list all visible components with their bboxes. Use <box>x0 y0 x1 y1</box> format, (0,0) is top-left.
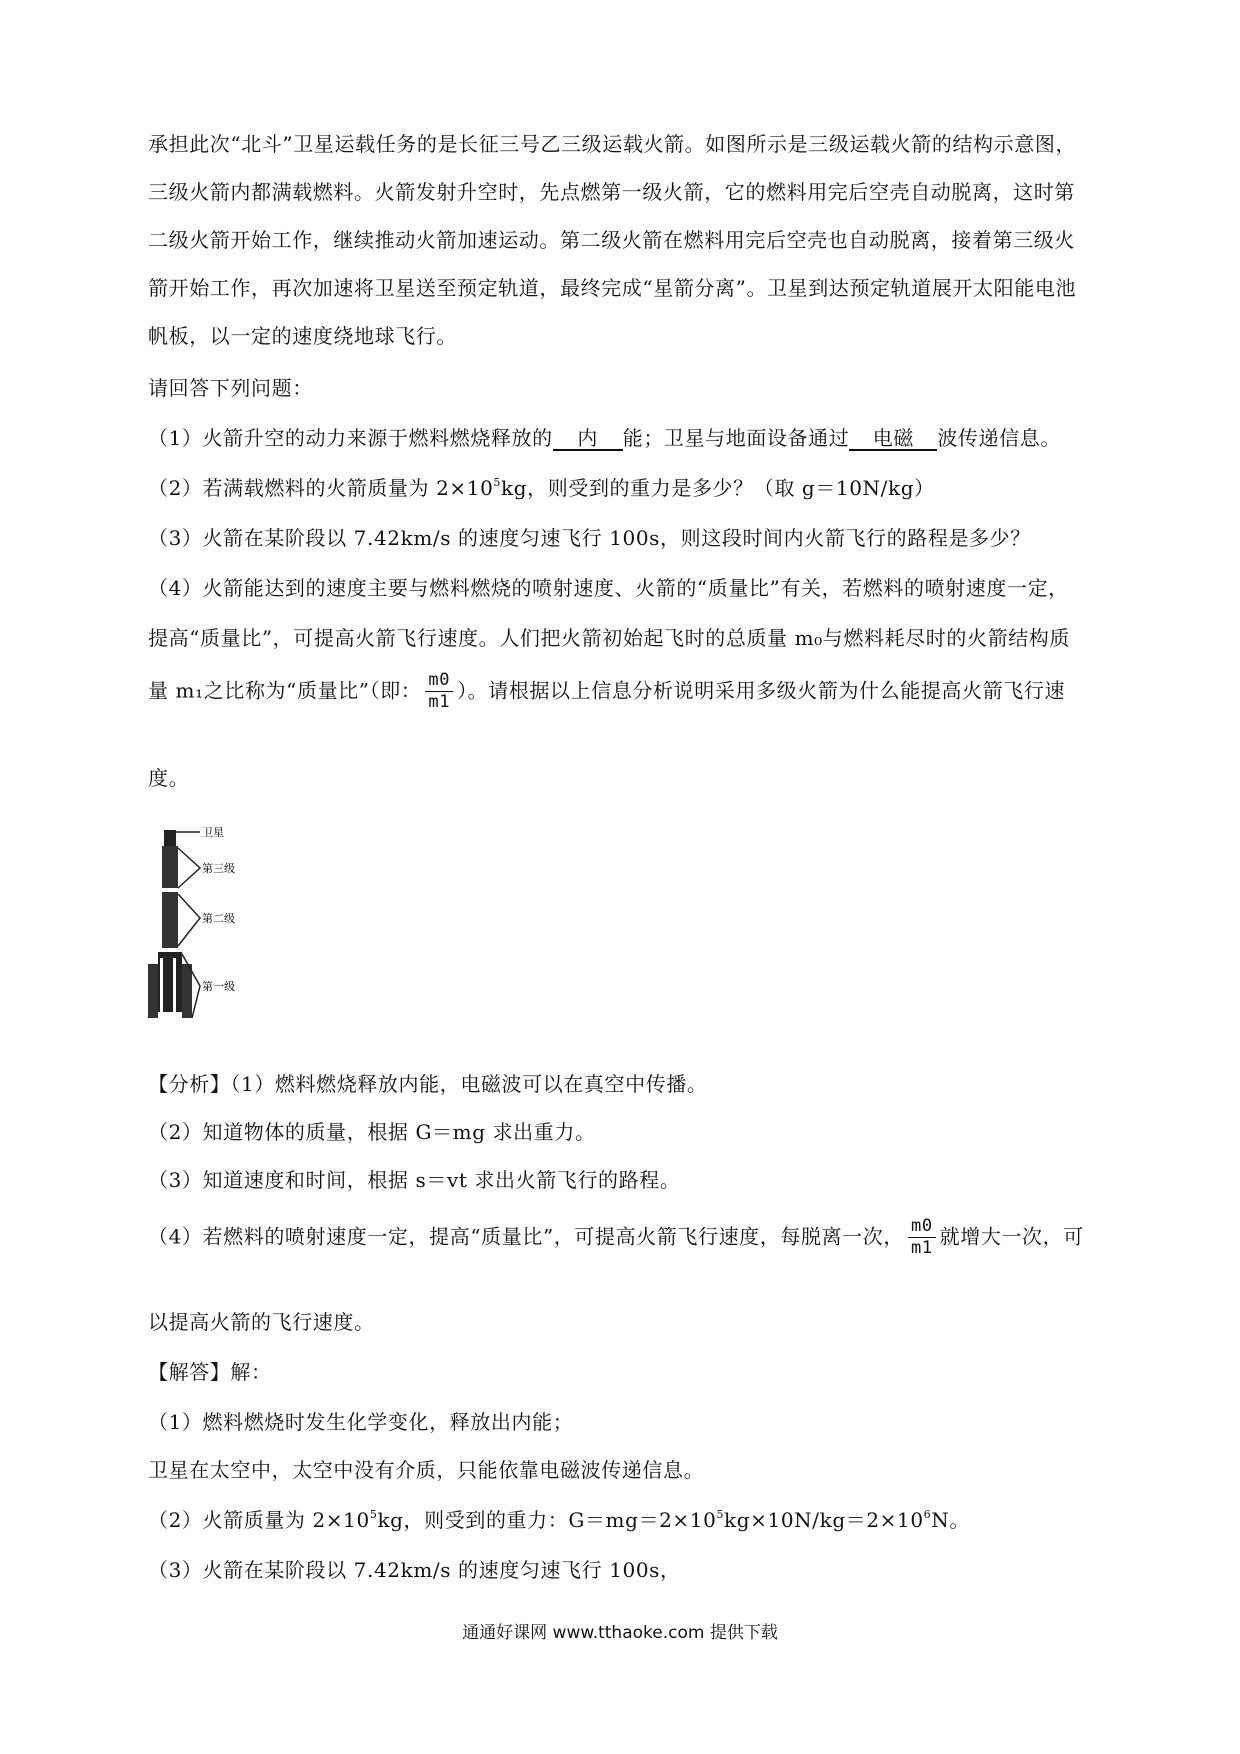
q4-text-a: 量 m₁之比称为“质量比”（即： <box>148 678 422 703</box>
q1-text-b: 能；卫星与地面设备通过 <box>622 426 850 450</box>
label-stage-2: 第二级 <box>202 912 235 925</box>
q1-text-c: 波传递信息。 <box>937 426 1061 450</box>
satellite-shape <box>164 830 176 846</box>
fraction-numerator: m0 <box>908 1216 936 1238</box>
solution-3-text-a: （2）火箭质量为 2×10 <box>148 1508 370 1532</box>
solution-heading: 【解答】解： <box>148 1360 272 1384</box>
solution-line-3 <box>148 1504 970 1533</box>
intro-line-4: 箭开始工作，再次加速将卫星送至预定轨道，最终完成“星箭分离”。卫星到达预定轨道展开太阳能电池 <box>148 276 1077 300</box>
question-4-line-4: 度。 <box>148 766 190 790</box>
solution-line-2: 卫星在太空中，太空中没有介质，只能依靠电磁波传递信息。 <box>148 1458 705 1482</box>
mass-ratio-fraction <box>425 670 453 714</box>
analysis-line-2: （2）知道物体的质量，根据 G＝mg 求出重力。 <box>148 1120 596 1144</box>
question-4-line-3 <box>148 670 1065 714</box>
solution-3-text-b: kg，则受到的重力：G＝mg＝2×10 <box>377 1508 717 1532</box>
stage-1-stripe <box>173 958 176 1018</box>
booster-right <box>182 964 192 1018</box>
stage-3-bracket <box>178 848 200 888</box>
page-footer: 通通好课网 www.tthaoke.com 提供下载 <box>462 1623 778 1643</box>
analysis-4-text-a: （4）若燃料的喷射速度一定，提高“质量比”，可提高火箭飞行速度，每脱离一次， <box>148 1224 904 1249</box>
analysis-line-5: 以提高火箭的飞行速度。 <box>148 1310 375 1334</box>
label-stage-3: 第三级 <box>202 862 235 875</box>
stage-1-stripe <box>160 958 163 1018</box>
intro-line-3: 二级火箭开始工作，继续推动火箭加速运动。第二级火箭在燃料用完后空壳也自动脱离，接着第三级火 <box>148 228 1075 252</box>
intro-line-5: 帆板，以一定的速度绕地球飞行。 <box>148 324 457 348</box>
question-4-line-1: （4）火箭能达到的速度主要与燃料燃烧的喷射速度、火箭的“质量比”有关，若燃料的喷射速度一定， <box>148 576 1069 600</box>
solution-line-1: （1）燃料燃烧时发生化学变化，释放出内能； <box>148 1410 574 1434</box>
question-2 <box>148 472 935 501</box>
analysis-line-1: 【分析】（1）燃料燃烧释放内能，电磁波可以在真空中传播。 <box>148 1072 708 1096</box>
booster-left <box>148 964 158 1018</box>
rocket-structure-diagram <box>140 818 280 1038</box>
stage-2-bracket <box>178 894 200 946</box>
question-1 <box>148 422 1061 451</box>
analysis-line-4 <box>148 1216 1084 1260</box>
label-satellite: 卫星 <box>202 826 224 839</box>
fraction-denominator: m1 <box>428 692 451 713</box>
q1-text-a: （1）火箭升空的动力来源于燃料燃烧释放的 <box>148 426 553 450</box>
analysis-4-text-b: 就增大一次，可 <box>939 1224 1084 1249</box>
analysis-line-3: （3）知道速度和时间，根据 s＝vt 求出火箭飞行的路程。 <box>148 1168 681 1192</box>
q2-exponent: 5 <box>493 476 502 489</box>
fraction-numerator: m0 <box>425 670 453 692</box>
q1-answer-blank-1: 内 <box>553 427 623 451</box>
label-stage-1: 第一级 <box>202 980 235 993</box>
intro-line-1: 承担此次“北斗”卫星运载任务的是长征三号乙三级运载火箭。如图所示是三级运载火箭的结构示意图， <box>148 132 1077 156</box>
solution-line-4: （3）火箭在某阶段以 7.42km/s 的速度匀速飞行 100s， <box>148 1558 681 1582</box>
solution-3-text-d: N。 <box>931 1508 970 1532</box>
stage-3-body <box>162 846 178 888</box>
q4-text-b: ）。请根据以上信息分析说明采用多级火箭为什么能提高火箭飞行速 <box>457 678 1066 703</box>
fraction-denominator: m1 <box>910 1238 933 1259</box>
stage-2-body <box>162 892 178 948</box>
question-prompt: 请回答下列问题： <box>148 376 313 400</box>
intro-line-2: 三级火箭内都满载燃料。火箭发射升空时，先点燃第一级火箭，它的燃料用完后空壳自动脱离，这时第 <box>148 180 1075 204</box>
q2-text-a: （2）若满载燃料的火箭质量为 2×10 <box>148 476 494 500</box>
exponent: 5 <box>369 1508 378 1521</box>
q2-text-b: kg，则受到的重力是多少？（取 g＝10N/kg） <box>501 476 935 500</box>
exponent: 5 <box>716 1508 725 1521</box>
mass-ratio-fraction <box>908 1216 936 1260</box>
question-3: （3）火箭在某阶段以 7.42km/s 的速度匀速飞行 100s，则这段时间内火箭飞行的路程是多少？ <box>148 526 1031 550</box>
exponent: 6 <box>923 1508 932 1521</box>
question-4-line-2: 提高“质量比”，可提高火箭飞行速度。人们把火箭初始起飞时的总质量 m₀与燃料耗尽时的火箭结构质 <box>148 626 1070 650</box>
q1-answer-blank-2: 电磁 <box>849 427 937 451</box>
solution-3-text-c: kg×10N/kg＝2×10 <box>724 1508 924 1532</box>
